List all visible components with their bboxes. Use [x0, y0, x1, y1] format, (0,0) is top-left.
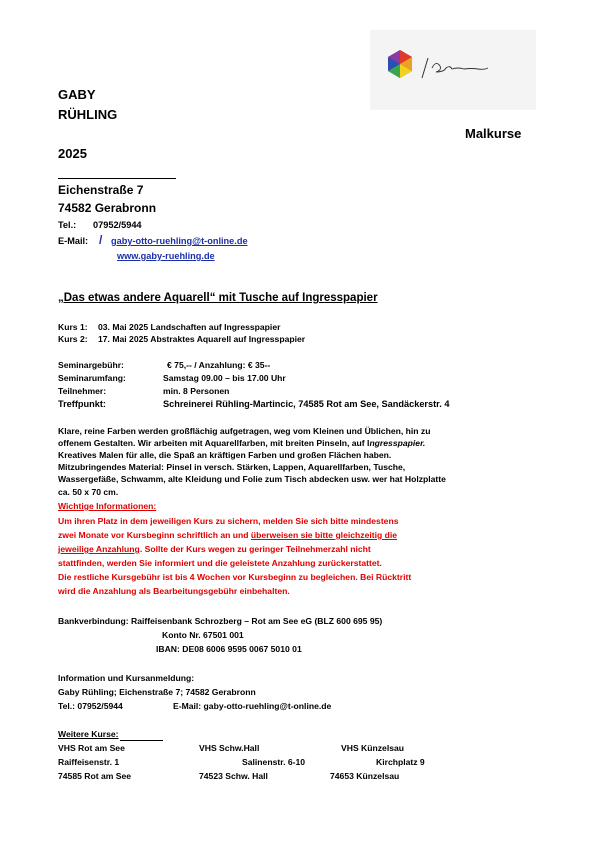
scope-value: Samstag 09.00 – bis 17.00 Uhr — [163, 373, 286, 383]
tel-label: Tel.: — [58, 220, 77, 230]
fee-label: Seminargebühr: — [58, 360, 124, 370]
contact-heading: Information und Kursanmeldung: — [58, 673, 195, 683]
name-line-2: RÜHLING — [58, 107, 118, 122]
address-city: 74582 Gerabronn — [58, 201, 157, 215]
meeting-value: Schreinerei Rühling-Martincic, 74585 Rot am See, Sandäckerstr. 4 — [163, 399, 450, 409]
kurs1-text: 03. Mai 2025 Landschaften auf Ingresspapier — [98, 322, 281, 332]
vhs2-street: Salinenstr. 6-10 — [242, 757, 306, 767]
vhs2-name: VHS Schw.Hall — [199, 743, 260, 753]
tel-number: 07952/5944 — [93, 220, 142, 230]
kurs2-label: Kurs 2: — [58, 334, 88, 344]
important-line-1: Um ihren Platz in dem jeweiligen Kurs zu sichern, melden Sie sich bitte mindestens — [58, 516, 399, 526]
vhs1-street: Raiffeisenstr. 1 — [58, 757, 120, 767]
scope-label: Seminarumfang: — [58, 373, 126, 383]
important-line-6: wird die Anzahlung als Bearbeitungsgebühr einbehalten. — [58, 586, 290, 596]
description-line-2: offenem Gestalten. Wir arbeiten mit Aquarellfarben, mit breiten Pinseln, auf Ingresspapier. — [58, 438, 426, 448]
meeting-label: Treffpunkt: — [58, 399, 106, 409]
important-line-5: Die restliche Kursgebühr ist bis 4 Wochen vor Kursbeginn zu begleichen. Bei Rücktritt — [58, 572, 412, 582]
participants-value: min. 8 Personen — [163, 386, 230, 396]
vhs3-name: VHS Künzelsau — [341, 743, 405, 753]
description-line-5: Wassergefäße, Schwamm, alte Kleidung und Folie zum Tisch abdecken usw. wer hat Holzplatte — [58, 474, 446, 484]
kurs2-text: 17. Mai 2025 Abstraktes Aquarell auf Ingresspapier — [98, 334, 306, 344]
kurs1-label: Kurs 1: — [58, 322, 88, 332]
contact-tel: Tel.: 07952/5944 — [58, 701, 123, 711]
email-label: E-Mail: — [58, 236, 89, 246]
bank-konto: Konto Nr. 67501 001 — [162, 630, 244, 640]
fee-value: € 75,-- / Anzahlung: € 35-- — [167, 360, 271, 370]
description-line-1: Klare, reine Farben werden großflächig aufgetragen, weg vom Kleinen und Üblichen, hin zu — [58, 426, 431, 436]
email-link[interactable]: gaby-otto-ruehling@t-online.de — [111, 236, 248, 246]
description-line-6: ca. 50 x 70 cm. — [58, 487, 119, 497]
vhs1-name: VHS Rot am See — [58, 743, 125, 753]
color-wheel-logo-icon — [370, 30, 536, 110]
important-line-2: zwei Monate vor Kursbeginn schriftlich an und überweisen sie bitte gleichzeitig die — [58, 530, 398, 540]
name-line-1: GABY — [58, 87, 96, 102]
contact-email: E-Mail: gaby-otto-ruehling@t-online.de — [173, 701, 332, 711]
description-line-4: Mitzubringendes Material: Pinsel in versch. Stärken, Lappen, Aquarellfarben, Tusche, — [58, 462, 406, 472]
email-slash: / — [99, 233, 103, 247]
important-line-4: stattfinden, werden Sie informiert und die geleistete Anzahlung zurückerstattet. — [58, 558, 382, 568]
vhs3-city: 74653 Künzelsau — [330, 771, 400, 781]
year: 2025 — [58, 146, 87, 161]
contact-address: Gaby Rühling; Eichenstraße 7; 74582 Gerabronn — [58, 687, 256, 697]
vhs1-city: 74585 Rot am See — [58, 771, 132, 781]
address-street: Eichenstraße 7 — [58, 183, 144, 197]
page-title: Malkurse — [465, 126, 522, 141]
important-line-3: jeweilige Anzahlung. Sollte der Kurs wegen zu geringer Teilnehmerzahl nicht — [58, 544, 371, 554]
participants-label: Teilnehmer: — [58, 386, 107, 396]
website-link[interactable]: www.gaby-ruehling.de — [117, 251, 215, 261]
further-heading-underline — [120, 740, 163, 741]
bank-iban: IBAN: DE08 6006 9595 0067 5010 01 — [156, 644, 302, 654]
description-line-3: Kreatives Malen für alle, die Spaß an kräftigen Farben und großen Flächen haben. — [58, 450, 392, 460]
vhs3-street: Kirchplatz 9 — [376, 757, 425, 767]
bank-line: Bankverbindung: Raiffeisenbank Schrozberg – Rot am See eG (BLZ 600 695 95) — [58, 616, 383, 626]
further-heading: Weitere Kurse: — [58, 729, 119, 739]
vhs2-city: 74523 Schw. Hall — [199, 771, 268, 781]
important-heading: Wichtige Informationen: — [58, 501, 157, 511]
course-title: „Das etwas andere Aquarell“ mit Tusche auf Ingresspapier — [58, 292, 378, 304]
logo-signature — [370, 30, 536, 110]
header-divider — [58, 178, 176, 179]
